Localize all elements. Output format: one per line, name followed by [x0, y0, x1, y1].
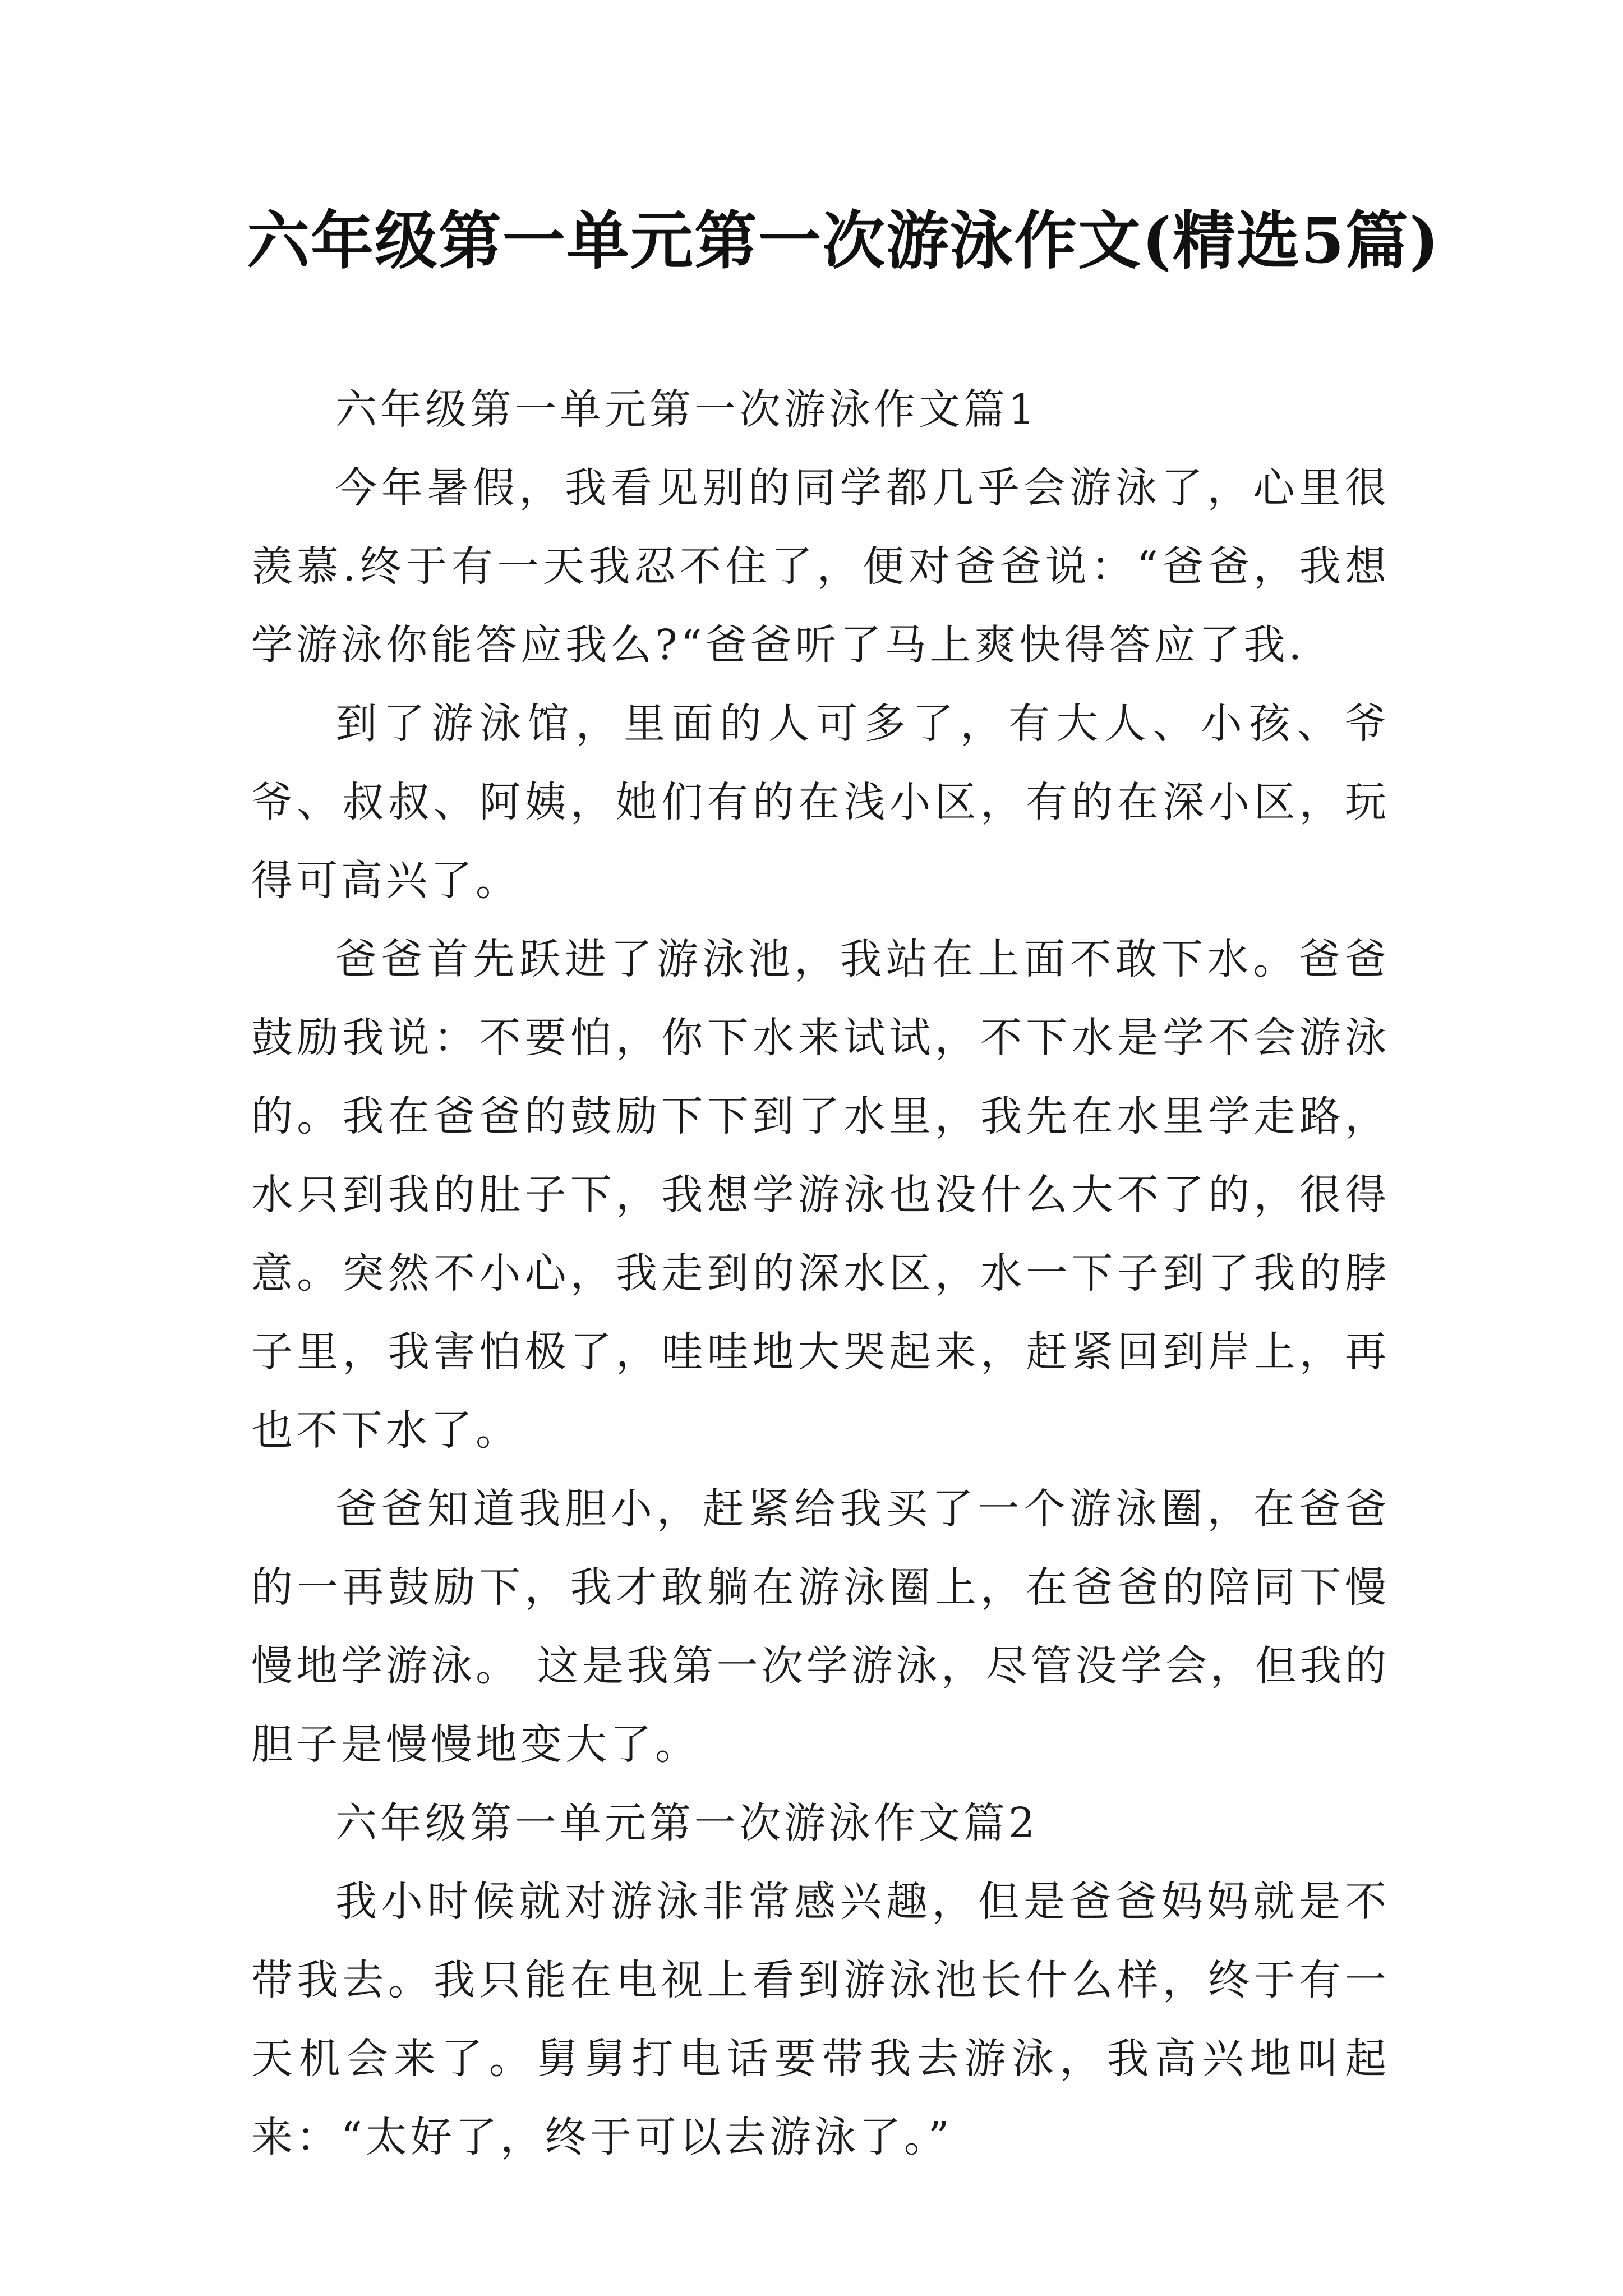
document-title: 六年级第一单元第一次游泳作文(精选5篇) [247, 204, 1440, 278]
paragraph: 今年暑假，我看见别的同学都几乎会游泳了，心里很羡慕.终于有一天我忍不住了，便对爸爸说：“爸爸，我想学游泳你能答应我么?“爸爸听了马上爽快得答应了我. [251, 464, 1390, 669]
paragraph: 爸爸首先跃进了游泳池，我站在上面不敢下水。爸爸鼓励我说：不要怕，你下水来试试，不下水是学不会游泳的。我在爸爸的鼓励下下到了水里，我先在水里学走路，水只到我的肚子下，我想学游泳也没什么大不了的，很得意。突然不小心，我走到的深水区，水一下子到了我的脖子里，我害怕极了，哇哇地大哭起来，赶紧回到岸上，再也不下水了。 [251, 935, 1390, 1455]
section-heading: 六年级第一单元第一次游泳作文篇1 [335, 385, 1039, 434]
paragraph: 我小时候就对游泳非常感兴趣，但是爸爸妈妈就是不带我去。我只能在电视上看到游泳池长什么样，终于有一天机会来了。舅舅打电话要带我去游泳，我高兴地叫起来：“太好了，终于可以去游泳了。” [251, 1878, 1390, 2161]
section-heading: 六年级第一单元第一次游泳作文篇2 [335, 1799, 1039, 1847]
paragraph: 爸爸知道我胆小，赶紧给我买了一个游泳圈，在爸爸的一再鼓励下，我才敢躺在游泳圈上，在爸爸的陪同下慢慢地学游泳。 这是我第一次学游泳，尽管没学会，但我的胆子是慢慢地变大了。 [251, 1485, 1390, 1769]
paragraph: 到了游泳馆，里面的人可多了，有大人、小孩、爷爷、叔叔、阿姨，她们有的在浅小区，有的在深小区，玩得可高兴了。 [251, 700, 1390, 905]
document-body [251, 370, 1390, 2177]
